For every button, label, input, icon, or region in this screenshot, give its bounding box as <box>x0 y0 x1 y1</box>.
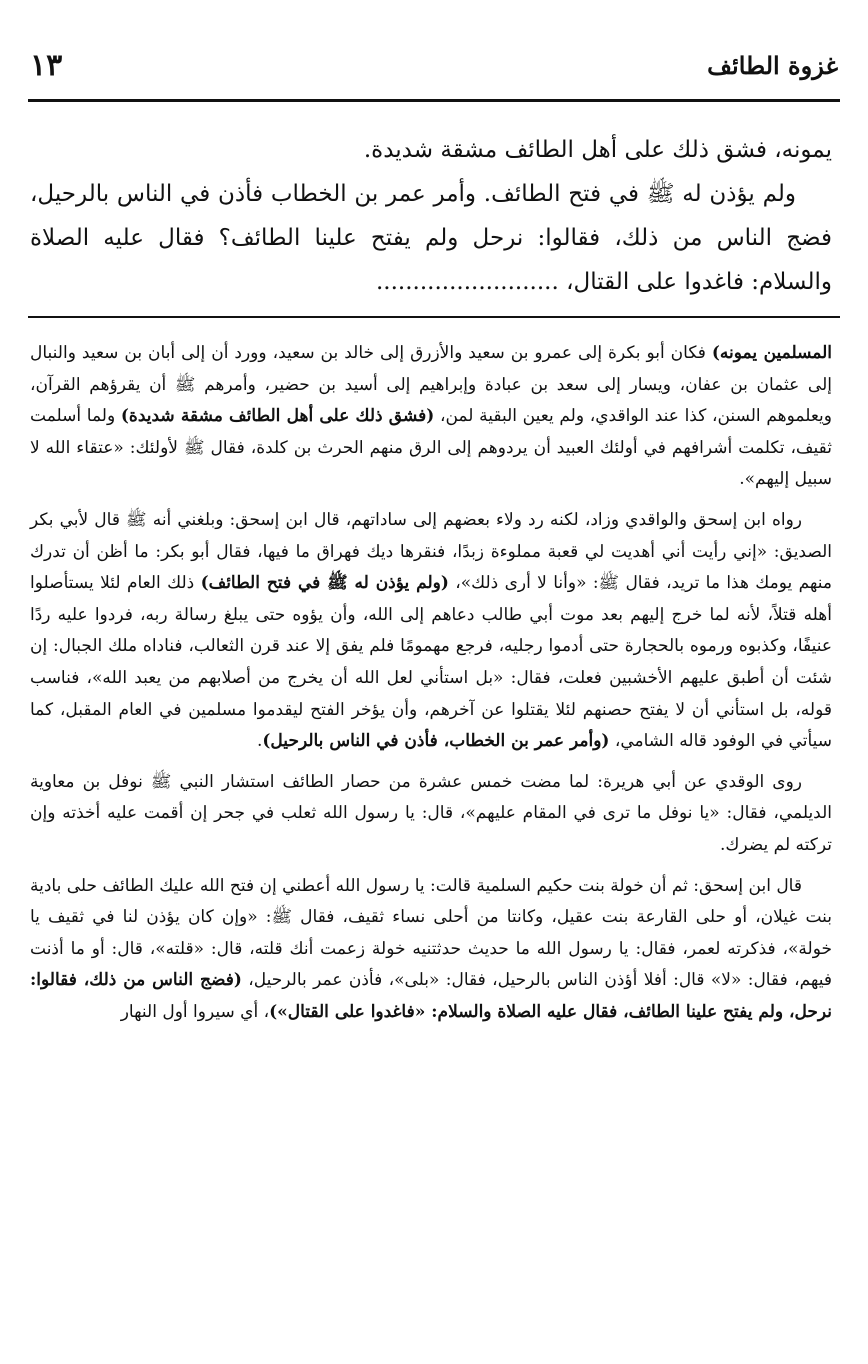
bold-quote-segment: (وأمر عمر بن الخطاب، فأذن في الناس بالرحيل) <box>262 731 610 752</box>
main-text <box>30 128 832 304</box>
text-segment: قال ابن إسحق: ثم أن خولة بنت حكيم السلمية قالت: يا رسول الله أعطني إن فتح الله عليك الطائف حلى بادية بنت غيلان، أو حلى القارعة بنت عقيل، وكانتا من أحلى نساء ثقيف، فقال ﷺ: «وإن كان يؤذن لنا في ثقيف يا خولة»، فذكرته لعمر، فقال: يا رسول الله ما حديث حدثتنيه خولة زعمت أنك قلته، قال: «قلته»، قال: أو ما أذنت فيهم، فقال: «لا» قال: أفلا أؤذن الناس بالرحيل، فقال: «بلى»، فأذن عمر بالرحيل، <box>30 875 832 991</box>
text-segment: ، أي سيروا أول النهار <box>120 1001 270 1022</box>
bold-quote-segment: المسلمين يمونه) <box>711 343 833 363</box>
text-segment: رواه ابن إسحق والواقدي وزاد، لكنه رد ولاء بعضهم إلى ساداتهم، قال ابن إسحق: وبلغني أنه ﷺ قال لأبي بكر الصديق: «إني رأيت أني أهديت لي قعبة مملوءة زبدًا، فنقرها ديك فهراق ما فيها، فقال أبو بكر: ما أظن أن تدرك منهم يومك هذا ما تريد، فقال ﷺ: «وأنا لا أرى ذلك»، <box>30 509 832 594</box>
text-segment: . <box>256 731 263 752</box>
commentary-text <box>30 338 832 1037</box>
continuation-dots: ......................... <box>376 269 559 295</box>
bold-quote-segment: (فشق ذلك على أهل الطائف مشقة شديدة) <box>120 406 435 427</box>
commentary-paragraph <box>30 338 832 496</box>
text-segment: ولما أسلمت ثقيف، تكلمت أشرافهم في أولئك العبيد أن يردوهم إلى الرق منهم الحرث بن كلدة، فقال ﷺ لأولئك: «عتقاء الله لا سبيل إليهم». <box>30 406 832 490</box>
bold-quote-segment: (ولم يؤذن له ﷺ في فتح الطائف) <box>200 573 449 594</box>
main-text-paragraph-2 <box>30 172 832 304</box>
commentary-divider <box>28 316 840 318</box>
text-segment: روى الوقدي عن أبي هريرة: لما مضت خمس عشرة من حصار الطائف استشار النبي ﷺ نوفل بن معاوية الديلمي، فقال: «يا نوفل ما ترى في المقام عليهم»، قال: يا رسول الله ثعلب في جحر إن أقمت عليه أخذته وإن تركته لم يضرك. <box>30 771 832 855</box>
commentary-paragraph <box>30 871 832 1029</box>
commentary-paragraph <box>30 505 832 758</box>
page-number: ١٣ <box>30 47 63 83</box>
chapter-title: غزوة الطائف <box>707 50 838 80</box>
commentary-paragraph <box>30 767 832 862</box>
page-header <box>30 40 838 90</box>
bold-quote-segment: (فضج الناس من ذلك، فقالوا: نرحل، ولم يفتح علينا الطائف، فقال عليه الصلاة والسلام: «فاغدوا على القتال») <box>30 970 832 1022</box>
text-segment: ذلك العام لئلا يستأصلوا أهله قتلاً، لأنه لما خرج إليهم بعد موت أبي طالب دعاهم إلى الله، وأن يؤوه حتى يبلغ رسالة ربه، فردوا عليه ردًا عنيفًا، وكذبوه ورموه بالحجارة حتى أدموا رجليه، فرجع مهمومًا فلم يفق إلا عند قرن الثعالب، فناداه ملك الجبال: إن شئت أن أطبق عليهم الأخشبين فعلت، فقال: «بل استأني لعل الله أن يخرج من أصلابهم من يعبد الله»، فناسب قوله، بل استأني أن لا يفتح حصنهم لئلا يقتلوا عن آخرهم، وأن يؤخر الفتح ليقدموا مسلمين في العام المقبل، كما سيأتي في الوفود قاله الشامي، <box>30 573 832 752</box>
main-text-paragraph-2-text: ولم يؤذن له ﷺ في فتح الطائف. وأمر عمر بن الخطاب فأذن في الناس بالرحيل، فضج الناس من ذلك، فقالوا: نرحل ولم يفتح علينا الطائف؟ فقال عليه الصلاة والسلام: فاغدوا على القتال، <box>30 181 832 295</box>
main-text-paragraph-1: يمونه، فشق ذلك على أهل الطائف مشقة شديدة. <box>363 137 832 163</box>
header-rule <box>28 99 840 102</box>
text-segment: فكان أبو بكرة إلى عمرو بن سعيد والأزرق إلى خالد بن سعيد، وورد أن إلى أبان بن سعيد والنبال إلى عثمان بن عفان، ويسار إلى سعد بن عبادة وإبراهيم إلى أسيد بن حضير، وأمرهم ﷺ أن يقرؤهم القرآن، ويعلموهم السنن، كذا عند الواقدي، ولم يعين البقية لمن، <box>30 343 832 427</box>
